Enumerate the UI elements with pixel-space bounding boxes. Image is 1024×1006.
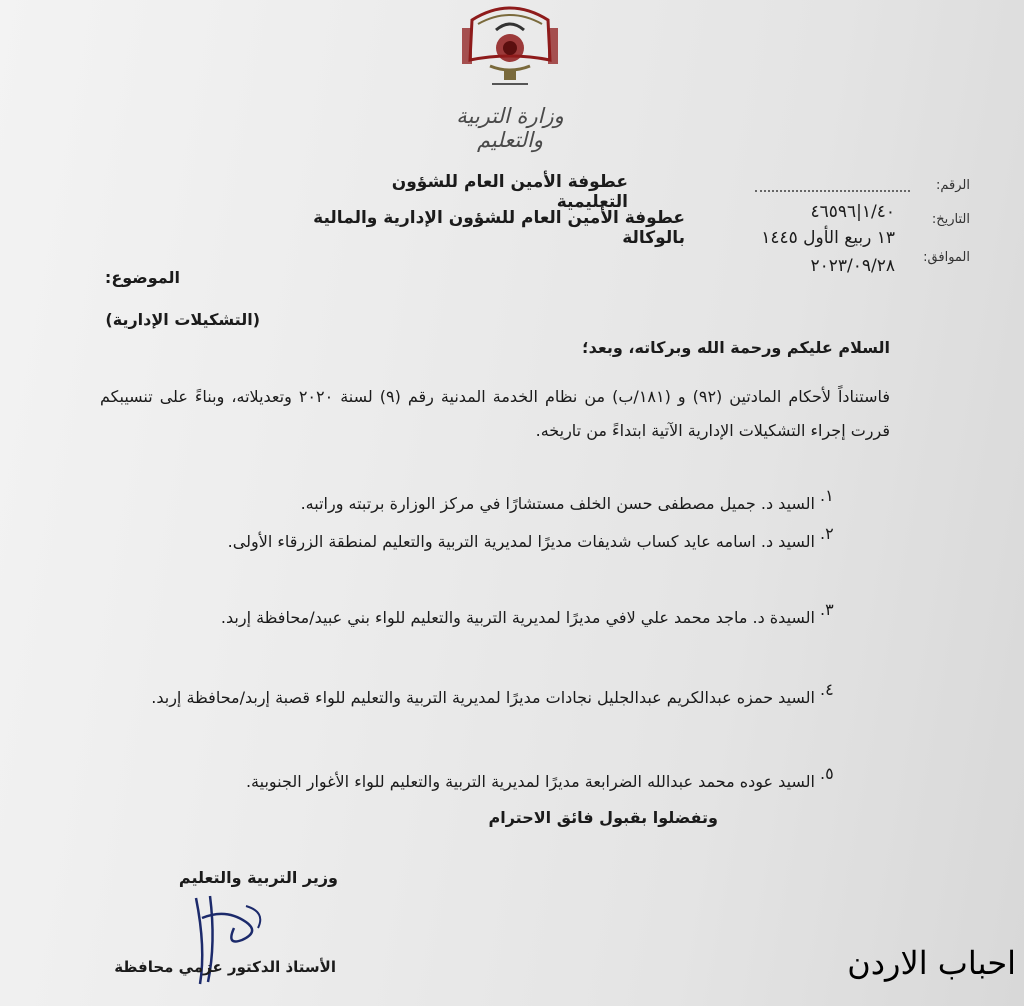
ref-label: الرقم: <box>936 178 970 193</box>
corresponding-value: ٢٠٢٣/٠٩/٢٨ <box>810 256 895 276</box>
recipient-line-1: عطوفة الأمين العام للشؤون التعليمية <box>391 172 628 212</box>
ministry-name-script: وزارة التربية والتعليم <box>456 104 564 152</box>
item-number: .١ <box>820 486 834 505</box>
item-number: .٤ <box>820 680 834 699</box>
item-number: .٣ <box>820 600 834 619</box>
greeting: السلام عليكم ورحمة الله وبركاته، وبعد؛ <box>582 338 890 357</box>
intro-paragraph: فاستناداً لأحكام المادتين (٩٢) و (١٨١/ب) من نظام الخدمة المدنية رقم (٩) لسنة ٢٠٢٠ وتعديلاته، وبناءً على تنسيبكم قررت إجراء التشكيلات الإدارية الآتية ابتداءً من تاريخه. <box>100 387 891 440</box>
corresponding-label: الموافق: <box>923 250 970 265</box>
list-item: السيدة د. ماجد محمد علي لافي مديرًا لمديرية التربية والتعليم للواء بني عبيد/محافظة إربد. <box>220 608 815 627</box>
list-item: السيد د. جميل مصطفى حسن الخلف مستشارًا في مركز الوزارة برتبته وراتبه. <box>300 494 815 513</box>
ref-dots <box>755 190 910 192</box>
date-label: التاريخ: <box>931 212 970 227</box>
minister-name: الأستاذ الدكتور عزمي محافظة <box>114 958 336 976</box>
minister-title: وزير التربية والتعليم <box>178 868 338 887</box>
list-item: السيد د. اسامه عايد كساب شديفات مديرًا لمديرية التربية والتعليم لمنطقة الزرقاء الأولى. <box>227 532 815 551</box>
item-number: .٥ <box>820 764 834 783</box>
closing-line: وتفضلوا بقبول فائق الاحترام <box>488 808 718 827</box>
subject-text: (التشكيلات الإدارية) <box>105 310 260 329</box>
list-item: السيد حمزه عبدالكريم عبدالجليل نجادات مديرًا لمديرية التربية والتعليم للواء قصبة إربد/محافظة إربد. <box>151 688 815 707</box>
recipient-line-2: عطوفة الأمين العام للشؤون الإدارية والمالية بالوكالة <box>313 208 685 248</box>
watermark-text: احباب الاردن <box>847 944 1016 982</box>
date-value: ١٣ ربيع الأول ١٤٤٥ <box>761 228 895 248</box>
royal-crest-icon <box>452 0 568 96</box>
item-number: .٢ <box>820 524 834 543</box>
ref-value: ١/٤٠|٤٦٥٩٦ <box>810 202 895 222</box>
subject-label: الموضوع: <box>104 268 180 287</box>
list-item: السيد عوده محمد عبدالله الضرابعة مديرًا لمديرية التربية والتعليم للواء الأغوار الجنوبية. <box>245 772 815 791</box>
